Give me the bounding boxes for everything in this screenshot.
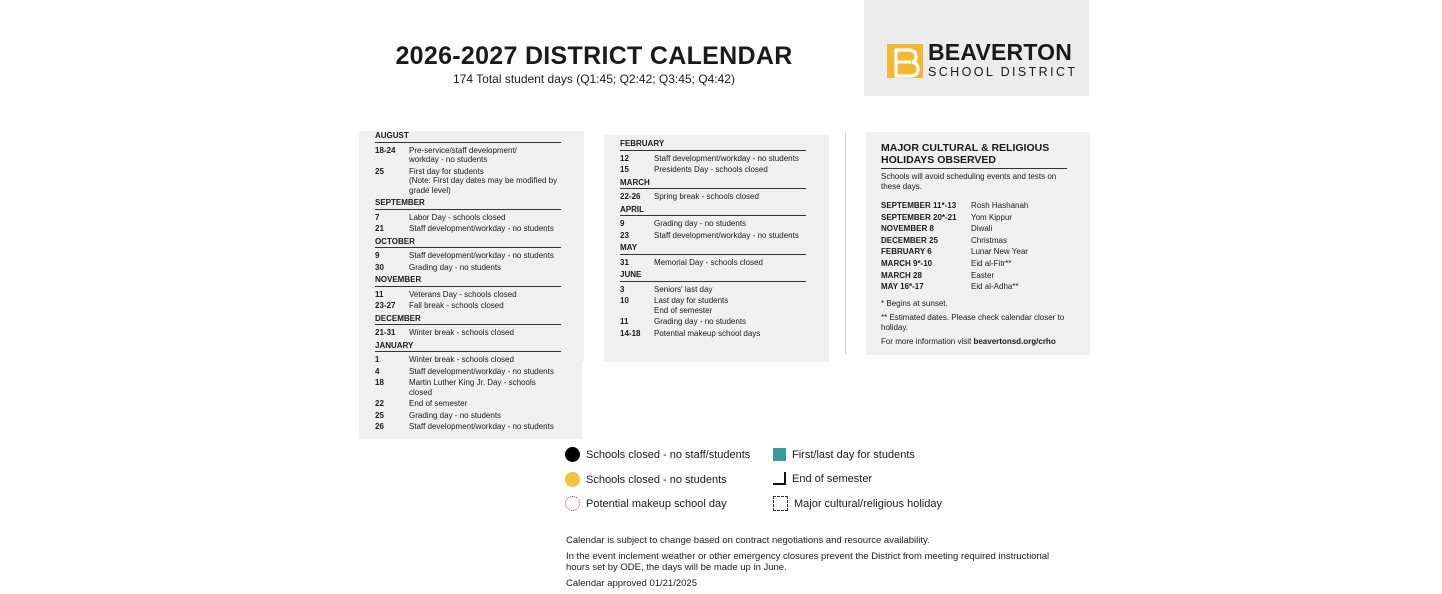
event-description: [654, 285, 806, 295]
event-description: [409, 411, 561, 421]
holiday-row: [881, 281, 1067, 293]
event-date: 26: [375, 422, 384, 431]
holiday-name: Eid al-Adha**: [971, 282, 1019, 292]
holiday-name: Easter: [971, 270, 995, 280]
calendar-event: [620, 154, 806, 164]
district-logo: [864, 0, 1089, 96]
legend-makeup: [565, 496, 727, 511]
event-date: 9: [375, 251, 380, 260]
legend-closed-all: [565, 447, 750, 462]
event-line: Staff development/workday - no students: [654, 230, 799, 240]
event-description: [409, 290, 561, 300]
legend-end-semester: [773, 472, 872, 485]
calendar-event: [375, 167, 561, 196]
calendar-event: [620, 296, 806, 315]
calendar-event: [620, 258, 806, 268]
event-line: Seniors' last day: [654, 284, 713, 294]
event-description: [409, 301, 561, 311]
holidays-panel: [866, 132, 1090, 355]
holidays-title-line2: HOLIDAYS OBSERVED: [881, 154, 996, 166]
event-line: Winter break - schools closed: [409, 328, 514, 337]
legend-first-last: [773, 448, 915, 461]
event-date: 22-26: [620, 192, 641, 201]
event-line: Fall break - schools closed: [409, 301, 504, 310]
event-date: 21-31: [375, 328, 396, 337]
event-line: Staff development/workday - no students: [409, 224, 554, 233]
event-description: [654, 296, 806, 315]
event-line: Labor Day - schools closed: [409, 212, 506, 222]
holiday-date: MAY 16*-17: [881, 282, 924, 292]
legend-closed-students-label: Schools closed - no students: [586, 473, 727, 486]
event-description: [654, 258, 806, 268]
calendar-event: [620, 231, 806, 241]
holiday-name: Rosh Hashanah: [971, 201, 1029, 210]
month-heading: JANUARY: [375, 341, 561, 353]
calendar-event: [375, 263, 561, 273]
event-description: [654, 329, 806, 339]
more-info-link[interactable]: beavertonsd.org/crho: [973, 337, 1056, 347]
holiday-name: Yom Kippur: [971, 212, 1013, 222]
beaverton-logo-icon: [887, 42, 925, 80]
calendar-event: [375, 301, 561, 311]
holiday-row: [881, 235, 1067, 247]
event-description: [409, 355, 561, 365]
event-line: Memorial Day - schools closed: [654, 257, 763, 267]
legend-closed-students: [565, 472, 727, 487]
teal-square-icon: [773, 448, 786, 461]
event-date: 15: [620, 165, 629, 174]
calendar-event: [620, 317, 806, 327]
event-line: Spring break - schools closed: [654, 192, 759, 201]
holidays-note: Schools will avoid scheduling events and tests on these days.: [881, 172, 1057, 191]
calendar-event: [620, 329, 806, 339]
calendar-event: [620, 285, 806, 295]
event-date: 12: [620, 153, 629, 163]
event-line: Staff development/workday - no students: [654, 153, 799, 163]
legend-first-last-label: First/last day for students: [792, 448, 915, 461]
holidays-footnote-sunset: * Begins at sunset.: [881, 298, 948, 308]
event-date: 9: [620, 219, 625, 228]
event-date: 1: [375, 355, 380, 364]
calendar-event: [375, 251, 561, 261]
event-date: 14-18: [620, 328, 641, 338]
calendar-event: [375, 422, 561, 432]
event-line: Presidents Day - schools closed: [654, 165, 768, 174]
event-description: [654, 231, 806, 241]
column-divider: [845, 132, 846, 354]
event-date: 3: [620, 284, 625, 294]
holiday-date: MARCH 28: [881, 270, 922, 280]
event-line: Veterans Day - schools closed: [409, 289, 517, 299]
holidays-more-info: [881, 337, 1067, 347]
event-date: 18: [375, 378, 384, 387]
legend-holiday: [773, 496, 942, 511]
calendar-list-spring: [620, 139, 806, 340]
legend-closed-all-label: Schools closed - no staff/students: [586, 448, 751, 461]
corner-bracket-icon: [773, 472, 786, 485]
event-description: [409, 328, 561, 338]
holiday-name: Diwali: [971, 224, 993, 234]
month-heading: JUNE: [620, 270, 806, 282]
event-description: [409, 263, 561, 273]
holiday-date: NOVEMBER 8: [881, 224, 934, 234]
event-description: [409, 367, 561, 377]
holiday-row: [881, 270, 1067, 282]
event-date: 11: [620, 317, 629, 326]
event-date: 23-27: [375, 301, 396, 310]
event-description: [654, 219, 806, 229]
event-description: [409, 378, 561, 397]
legend-makeup-label: Potential makeup school day: [586, 497, 727, 510]
event-date: 11: [375, 289, 384, 299]
holidays-list: [881, 200, 1067, 293]
holiday-date: FEBRUARY 6: [881, 247, 932, 257]
event-line: grade level): [409, 185, 451, 195]
event-line: Martin Luther King Jr. Day - schools closed: [409, 378, 536, 397]
event-date: 23: [620, 230, 629, 240]
calendar-event: [375, 224, 561, 234]
calendar-event: [375, 378, 561, 397]
holidays-title: [881, 142, 1067, 169]
calendar-event: [620, 219, 806, 229]
calendar-event: [375, 367, 561, 377]
event-date: 22: [375, 399, 384, 408]
month-heading: MAY: [620, 243, 806, 255]
holiday-row: [881, 200, 1067, 212]
black-circle-icon: [565, 447, 580, 462]
calendar-event: [375, 290, 561, 300]
event-description: [654, 165, 806, 175]
event-date: 18-24: [375, 145, 396, 155]
event-date: 21: [375, 224, 384, 233]
event-description: [409, 167, 561, 196]
event-line: workday - no students: [409, 155, 488, 164]
month-heading: FEBRUARY: [620, 139, 806, 151]
event-line: Staff development/workday - no students: [409, 422, 554, 431]
holiday-row: [881, 212, 1067, 224]
event-line: Potential makeup school days: [654, 328, 761, 338]
event-line: Grading day - no students: [409, 262, 502, 272]
event-line: First day for students: [409, 166, 484, 176]
event-date: 25: [375, 410, 384, 420]
yellow-circle-icon: [565, 472, 580, 487]
event-description: [409, 146, 561, 165]
holiday-row: [881, 246, 1067, 258]
event-line: Pre-service/staff development/: [409, 145, 517, 155]
month-heading: OCTOBER: [375, 237, 561, 249]
holidays-title-line1: MAJOR CULTURAL & RELIGIOUS: [881, 142, 1050, 154]
month-heading: MARCH: [620, 178, 806, 190]
holiday-name: Eid al-Fitr**: [971, 258, 1012, 268]
calendar-event: [375, 213, 561, 223]
calendar-event: [375, 146, 561, 165]
footnote-change: Calendar is subject to change based on contract negotiations and resource availability.: [566, 535, 930, 546]
logo-subname: SCHOOL DISTRICT: [928, 65, 1078, 79]
holiday-date: DECEMBER 25: [881, 235, 938, 245]
calendar-event: [375, 399, 561, 409]
calendar-list-fall: [375, 131, 561, 434]
calendar-event: [620, 192, 806, 202]
month-heading: DECEMBER: [375, 314, 561, 326]
event-description: [654, 192, 806, 202]
event-date: 10: [620, 296, 629, 305]
event-description: [409, 399, 561, 409]
event-date: 30: [375, 262, 384, 272]
holiday-row: [881, 223, 1067, 235]
month-heading: APRIL: [620, 205, 806, 217]
holiday-row: [881, 258, 1067, 270]
event-line: Staff development/workday - no students: [409, 366, 554, 376]
event-description: [654, 154, 806, 164]
logo-name: BEAVERTON: [928, 39, 1073, 65]
event-description: [409, 251, 561, 261]
holiday-date: SEPTEMBER 11*-13: [881, 201, 957, 210]
holiday-date: SEPTEMBER 20*-21: [881, 212, 957, 222]
event-description: [409, 213, 561, 223]
month-heading: NOVEMBER: [375, 275, 561, 287]
month-heading: SEPTEMBER: [375, 198, 561, 210]
more-info-prefix: For more information visit: [881, 337, 974, 347]
event-date: 4: [375, 366, 380, 376]
dotted-circle-icon: [565, 496, 580, 511]
event-date: 7: [375, 212, 380, 222]
footnotes: [566, 535, 1056, 594]
calendar-event: [375, 355, 561, 365]
event-date: 31: [620, 257, 629, 267]
event-line: Last day for students: [654, 296, 729, 305]
event-line: (Note: First day dates may be modified by: [409, 176, 558, 185]
event-line: Grading day - no students: [654, 219, 747, 228]
event-line: Winter break - schools closed: [409, 355, 514, 364]
calendar-event: [620, 165, 806, 175]
legend-holiday-label: Major cultural/religious holiday: [794, 497, 942, 510]
page-title: 2026-2027 DISTRICT CALENDAR: [395, 42, 793, 70]
logo-text: [928, 40, 1077, 80]
title-block: [360, 40, 828, 86]
holidays-footnote-estimated: ** Estimated dates. Please check calendar closer to holiday.: [881, 313, 1065, 332]
event-line: Grading day - no students: [409, 410, 502, 420]
event-description: [409, 422, 561, 432]
event-line: End of semester: [409, 399, 468, 408]
footnote-approved: Calendar approved 01/21/2025: [566, 578, 697, 589]
event-date: 25: [375, 166, 384, 176]
month-heading: AUGUST: [375, 131, 561, 143]
event-line: Staff development/workday - no students: [409, 251, 554, 260]
dashed-square-icon: [773, 496, 788, 511]
legend-end-semester-label: End of semester: [792, 472, 873, 485]
event-line: Grading day - no students: [654, 317, 747, 326]
event-description: [654, 317, 806, 327]
holiday-name: Christmas: [971, 235, 1008, 245]
event-description: [409, 224, 561, 234]
calendar-event: [375, 328, 561, 338]
holiday-name: Lunar New Year: [971, 247, 1028, 257]
page-subtitle: 174 Total student days (Q1:45; Q2:42; Q3:45; Q4:42): [453, 72, 735, 86]
holiday-date: MARCH 9*-10: [881, 258, 933, 268]
calendar-event: [375, 411, 561, 421]
event-line: End of semester: [654, 305, 713, 315]
footnote-weather: In the event inclement weather or other emergency closures prevent the District from meeting required instructional hours set by ODE, the days will be made up in June.: [566, 551, 1050, 573]
